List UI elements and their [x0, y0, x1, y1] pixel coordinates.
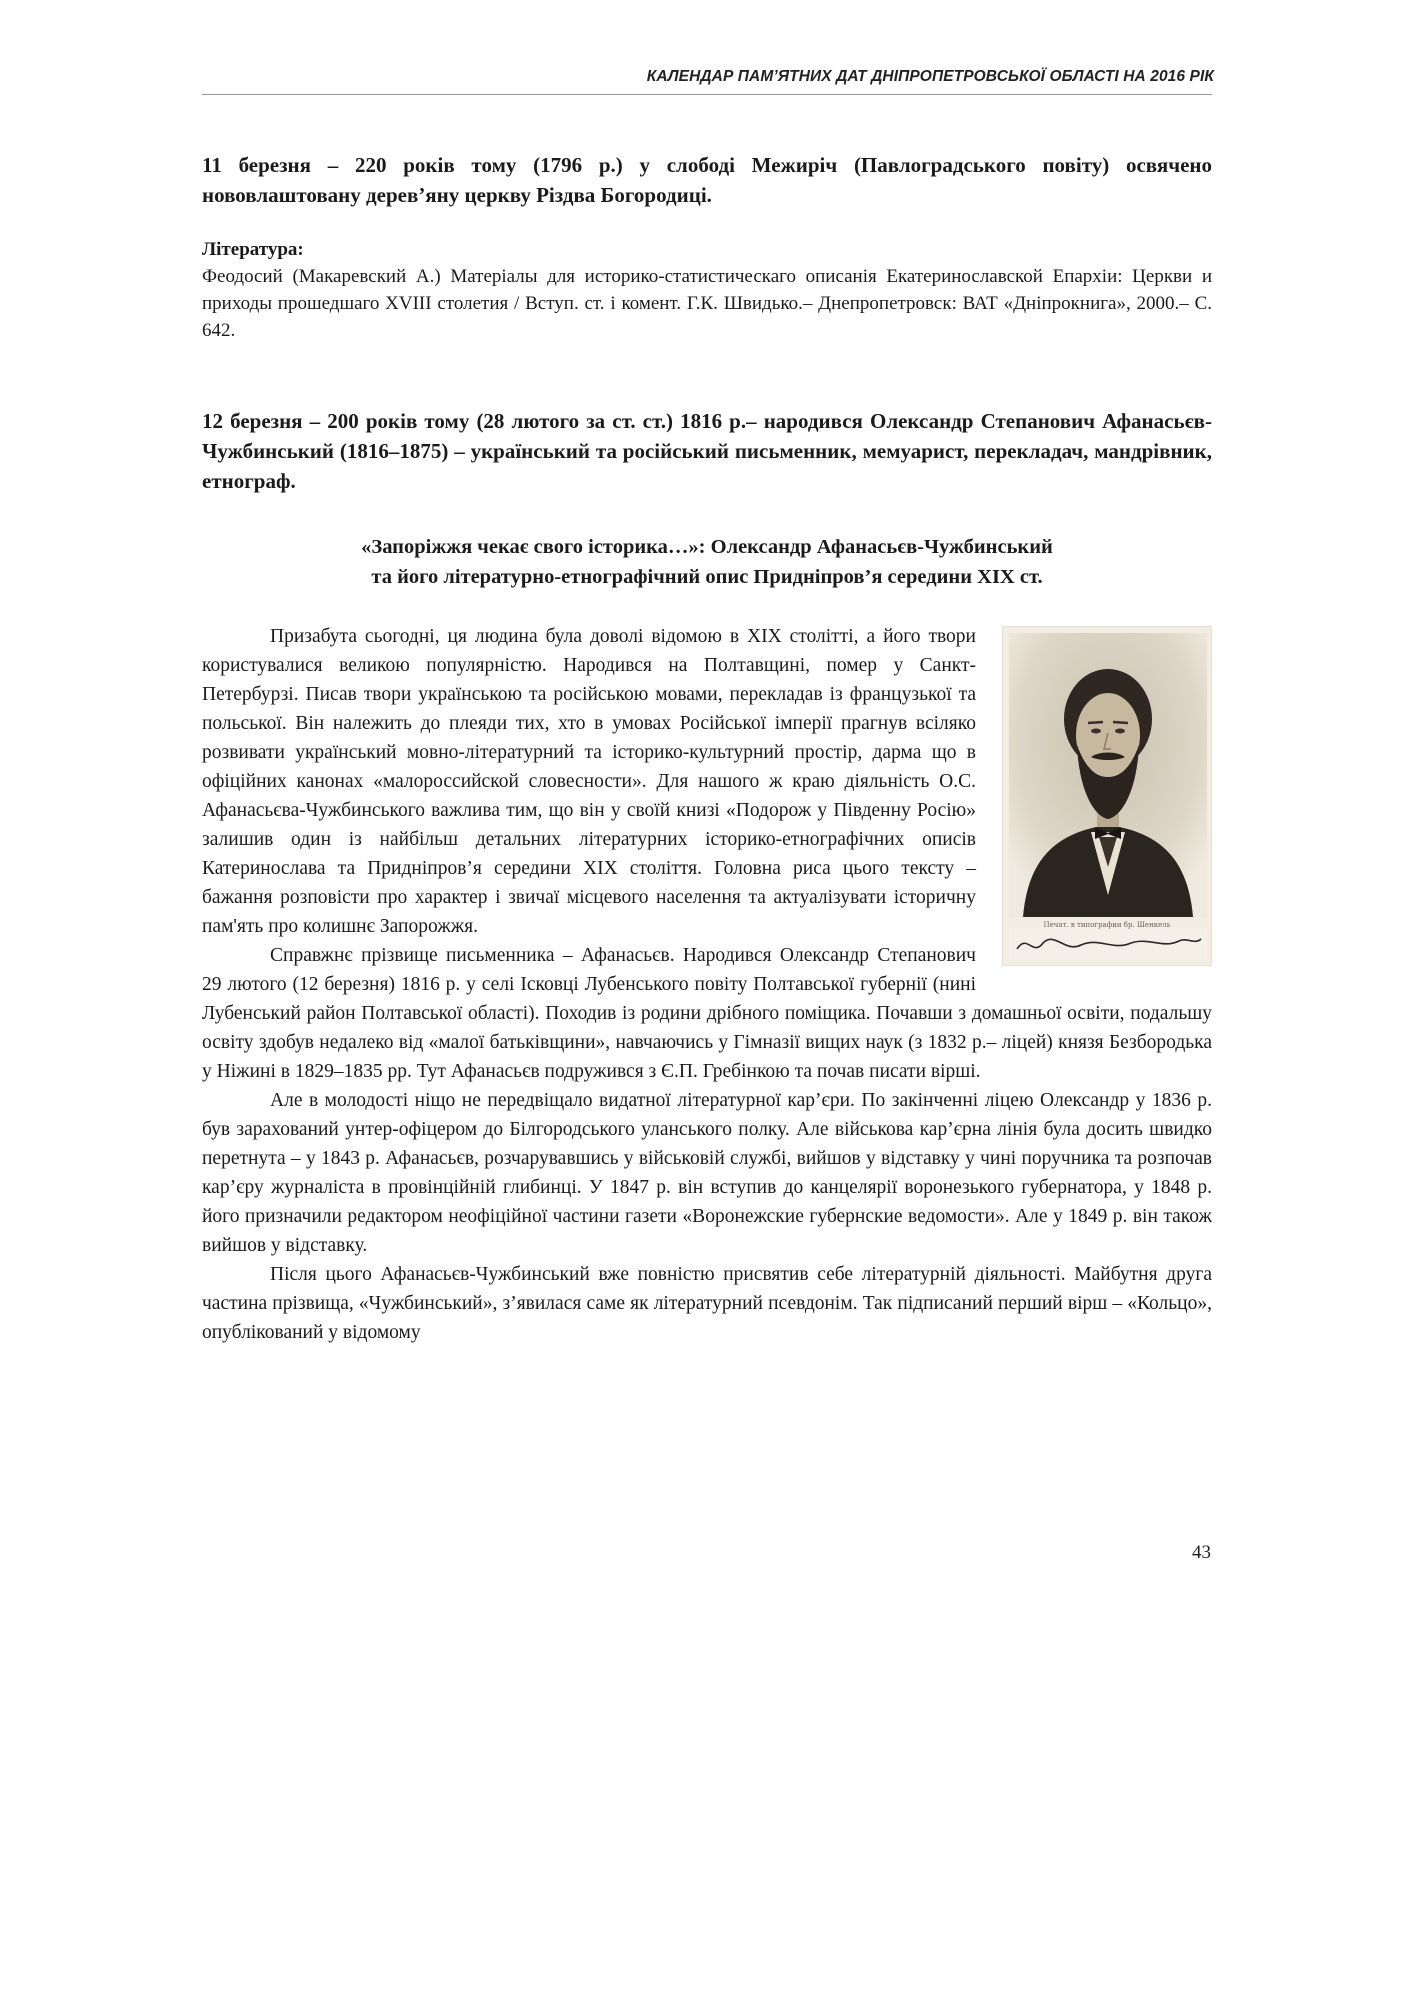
event-heading-1: 11 березня – 220 років тому (1796 р.) у слободі Межиріч (Павлоградського повіту) освячено нововлаштовану дерев’яну церкву Різдва Богородиці. — [202, 153, 1212, 207]
article-title-line-2: та його літературно-етнографічний опис Придніпров’я середини ХІХ ст. — [371, 566, 1043, 588]
portrait-engraving-icon — [1003, 627, 1213, 967]
article-title-line-1: «Запоріжжя чекає свого історика…»: Олександр Афанасьєв-Чужбинський — [361, 536, 1053, 558]
event-heading-2: 12 березня – 200 років тому (28 лютого за ст. ст.) 1816 р.– народився Олександр Степанович Афанасьєв-Чужбинський (1816–1875) – український та російський письменник, мемуарист, перекладач, мандрівник, етнограф. — [202, 409, 1212, 493]
article-paragraph-4: Після цього Афанасьєв-Чужбинський вже повністю присвятив себе літературній діяльності. Майбутня друга частина прізвища, «Чужбинський», з’явилася саме як літературний псевдонім. Так підписаний перший вірш – «Кольцо», опублікований у відомому — [202, 1264, 1212, 1343]
portrait-caption: Печат. в типографии бр. Шенкель — [1043, 921, 1171, 929]
header-rule — [202, 94, 1212, 95]
page-content — [202, 150, 1212, 1347]
article-title — [202, 532, 1212, 592]
literature-block — [202, 236, 1212, 344]
running-header: КАЛЕНДАР ПАМ’ЯТНИХ ДАТ ДНІПРОПЕТРОВСЬКОЇ ОБЛАСТІ НА 2016 РІК — [646, 68, 1214, 85]
literature-reference: Феодосий (Макаревский А.) Матеріалы для историко-статистическаго описанія Екатеринославской Епархіи: Церкви и приходы прошедшаго XVIII столетия / Вступ. ст. і комент. Г.К. Швидько.– Днепропетровск: ВАТ «Дніпрокнига», 2000.– С. 642. — [202, 266, 1212, 341]
article-paragraph-3: Але в молодості ніщо не передвіщало видатної літературної кар’єри. По закінченні ліцею Олександр у 1836 р. був зарахований унтер-офіцером до Білгородського уланського полку. Але військова кар’єрна лінія була досить швидко перетнута – у 1843 р. Афанасьєв, розчарувавшись у військовій службі, вийшов у відставку у чині поручника та розпочав кар’єру журналіста в провінційній глибинці. У 1847 р. він вступив до канцелярії воронезького губернатора, у 1848 р. його призначили редактором неофіційної частини газети «Воронежские губернские ведомости». Але у 1849 р. він також вийшов у відставку. — [202, 1090, 1212, 1256]
portrait-image — [1002, 626, 1212, 966]
literature-label: Література: — [202, 239, 304, 260]
article-paragraph-2: Справжнє прізвище письменника – Афанасьєв. Народився Олександр Степанович 29 лютого (12 березня) 1816 р. у селі Ісковці Лубенського повіту Полтавської губернії (нині Лубенський район Полтавської області). Походив із родини дрібного поміщика. Почавши з домашньої освіти, подальшу освіту здобув недалеко від «малої батьківщини», навчаючись у Гімназії вищих наук (з 1832 р.– ліцей) князя Безбородька у Ніжині в 1829–1835 рр. Тут Афанасьєв подружився з Є.П. Гребінкою та почав писати вірші. — [202, 945, 1212, 1082]
page-number: 43 — [1192, 1542, 1211, 1563]
article-paragraph-1: Призабута сьогодні, ця людина була доволі відомою в ХІХ столітті, а його твори користувалися великою популярністю. Народився на Полтавщині, помер у Санкт-Петербурзі. Писав твори українською та російською мовами, перекладав із французької та польської. Він належить до плеяди тих, хто в умовах Російської імперії прагнув всіляко розвивати український мовно-літературний та історико-культурний простір, дарма що в офіційних канонах «малороссийской словесности». Для нашого ж краю діяльність О.С. Афанасьєва-Чужбинського важлива тим, що він у своїй книзі «Подорож у Південну Росію» залишив один із найбільш детальних літературних історико-етнографічних описів Катеринослава та Придніпров’я середини ХІХ століття. Головна риса цього тексту – бажання розповісти про характер і звичаї місцевого населення та актуалізувати історичну пам'ять про колишнє Запорожжя. — [202, 626, 976, 937]
article-body — [202, 622, 1212, 1347]
